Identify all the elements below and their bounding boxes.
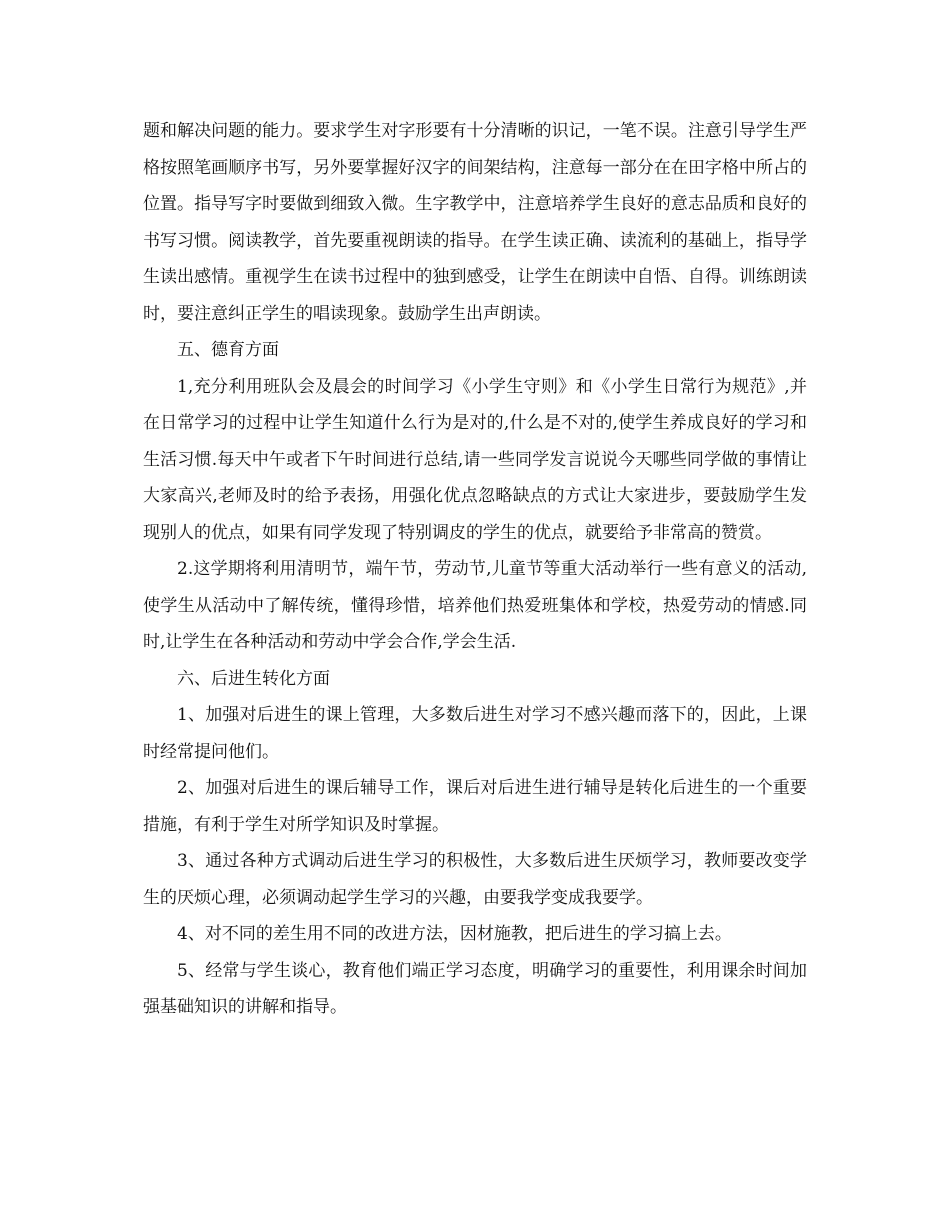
paragraph-underachiever-item-1: 1、加强对后进生的课上管理，大多数后进生对学习不感兴趣而落下的，因此，上课时经常提问他们。 bbox=[143, 705, 807, 762]
paragraph-moral-item-2: 2.这学期将利用清明节，端午节，劳动节,儿童节等重大活动举行一些有意义的活动,使学生从活动中了解传统，懂得珍惜，培养他们热爱班集体和学校，热爱劳动的情感.同时,让学生在各种活动和劳动中学会合作,学会生活. bbox=[143, 559, 807, 652]
section-heading-moral-education: 五、德育方面 bbox=[177, 340, 279, 360]
paragraph-underachiever-item-5: 5、经常与学生谈心，教育他们端正学习态度，明确学习的重要性，利用课余时间加强基础知识的讲解和指导。 bbox=[143, 960, 807, 1017]
section-heading-underachiever-transformation: 六、后进生转化方面 bbox=[177, 668, 330, 689]
document-body bbox=[143, 113, 807, 1026]
paragraph-underachiever-item-4: 4、对不同的差生用不同的改进方法，因材施教，把后进生的学习搞上去。 bbox=[177, 924, 732, 944]
paragraph-underachiever-item-2: 2、加强对后进生的课后辅导工作，课后对后进生进行辅导是转化后进生的一个重要措施，有利于学生对所学知识及时掌握。 bbox=[143, 778, 807, 835]
paragraph-moral-item-1: 1,充分利用班队会及晨会的时间学习《小学生守则》和《小学生日常行为规范》,并在日常学习的过程中让学生知道什么行为是对的,什么是不对的,使学生养成良好的学习和生活习惯.每天中午或者下午时间进行总结,请一些同学发言说说今天哪些同学做的事情让大家高兴,老师及时的给予表扬，用强化优点忽略缺点的方式让大家进步，要鼓励学生发现别人的优点，如果有同学发现了特别调皮的学生的优点，就要给予非常高的赞赏。 bbox=[143, 376, 807, 543]
paragraph-continuation: 题和解决问题的能力。要求学生对字形要有十分清晰的识记，一笔不误。注意引导学生严格按照笔画顺序书写，另外要掌握好汉字的间架结构，注意每一部分在在田字格中所占的位置。指导写字时要做到细致入微。生字教学中，注意培养学生良好的意志品质和良好的书写习惯。阅读教学，首先要重视朗读的指导。在学生读正确、读流利的基础上，指导学生读出感情。重视学生在读书过程中的独到感受，让学生在朗读中自悟、自得。训练朗读时，要注意纠正学生的唱读现象。鼓励学生出声朗读。 bbox=[143, 121, 807, 324]
paragraph-underachiever-item-3: 3、通过各种方式调动后进生学习的积极性，大多数后进生厌烦学习，教师要改变学生的厌烦心理，必须调动起学生学习的兴趣，由要我学变成我要学。 bbox=[143, 851, 807, 908]
